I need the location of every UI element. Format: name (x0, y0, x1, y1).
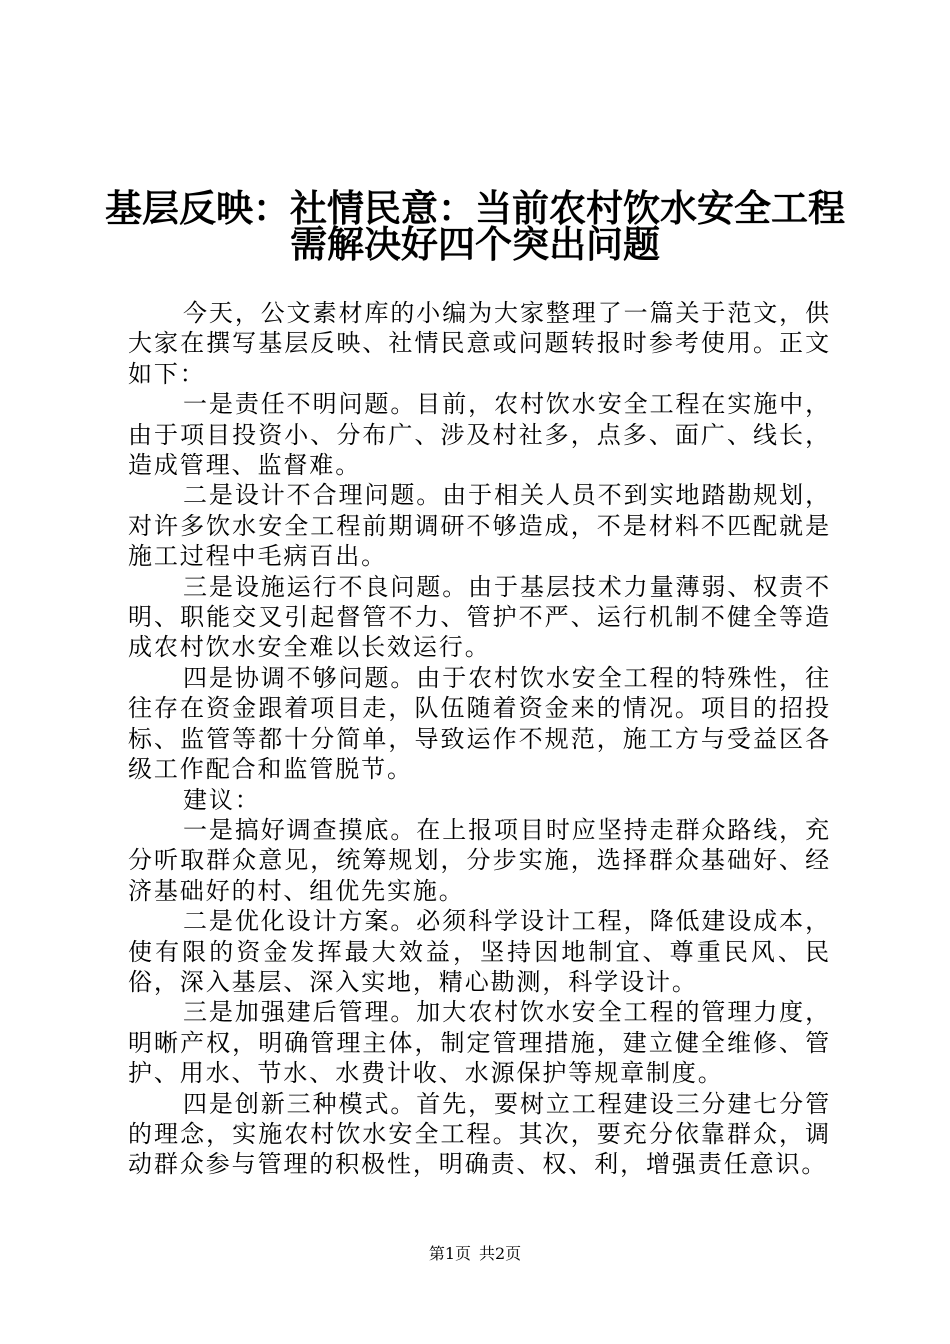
document-title-line-1: 基层反映：社情民意：当前农村饮水安全工程 (105, 186, 845, 230)
document-title-line-2: 需解决好四个突出问题 (290, 222, 660, 266)
paragraph-problem-2: 二是设计不合理问题。由于相关人员不到实地踏勘规划，对许多饮水安全工程前期调研不够造成，不是材料不匹配就是施工过程中毛病百出。 (128, 481, 831, 571)
paragraph-problem-1: 一是责任不明问题。目前，农村饮水安全工程在实施中，由于项目投资小、分布广、涉及村社多，点多、面广、线长，造成管理、监督难。 (128, 390, 831, 480)
paragraph-intro: 今天，公文素材库的小编为大家整理了一篇关于范文，供大家在撰写基层反映、社情民意或问题转报时参考使用。正文如下： (128, 299, 831, 388)
paragraph-suggestion-3: 三是加强建后管理。加大农村饮水安全工程的管理力度，明晰产权，明确管理主体，制定管理措施，建立健全维修、管护、用水、节水、水费计收、水源保护等规章制度。 (128, 998, 831, 1088)
paragraph-problem-4: 四是协调不够问题。由于农村饮水安全工程的特殊性，往往存在资金跟着项目走，队伍随着资金来的情况。项目的招投标、监管等都十分简单，导致运作不规范，施工方与受益区各级工作配合和监管脱节。 (128, 663, 831, 784)
paragraph-problem-3: 三是设施运行不良问题。由于基层技术力量薄弱、权责不明、职能交叉引起督管不力、管护不严、运行机制不健全等造成农村饮水安全难以长效运行。 (128, 572, 831, 662)
paragraph-suggestion-2: 二是优化设计方案。必须科学设计工程，降低建设成本，使有限的资金发挥最大效益，坚持因地制宜、尊重民风、民俗，深入基层、深入实地，精心勘测，科学设计。 (128, 907, 831, 996)
paragraph-suggestion-1: 一是搞好调查摸底。在上报项目时应坚持走群众路线，充分听取群众意见，统筹规划，分步实施，选择群众基础好、经济基础好的村、组优先实施。 (128, 815, 831, 905)
paragraph-suggestions-heading: 建议： (183, 785, 261, 814)
paragraph-suggestion-4: 四是创新三种模式。首先，要树立工程建设三分建七分管的理念，实施农村饮水安全工程。其次，要充分依靠群众，调动群众参与管理的积极性，明确责、权、利，增强责任意识。 (128, 1089, 831, 1179)
page-number-total: 共2页 (479, 1244, 522, 1263)
page-number-current: 第1页 (428, 1244, 471, 1263)
page-footer (0, 1244, 950, 1264)
document-body (128, 298, 831, 1180)
